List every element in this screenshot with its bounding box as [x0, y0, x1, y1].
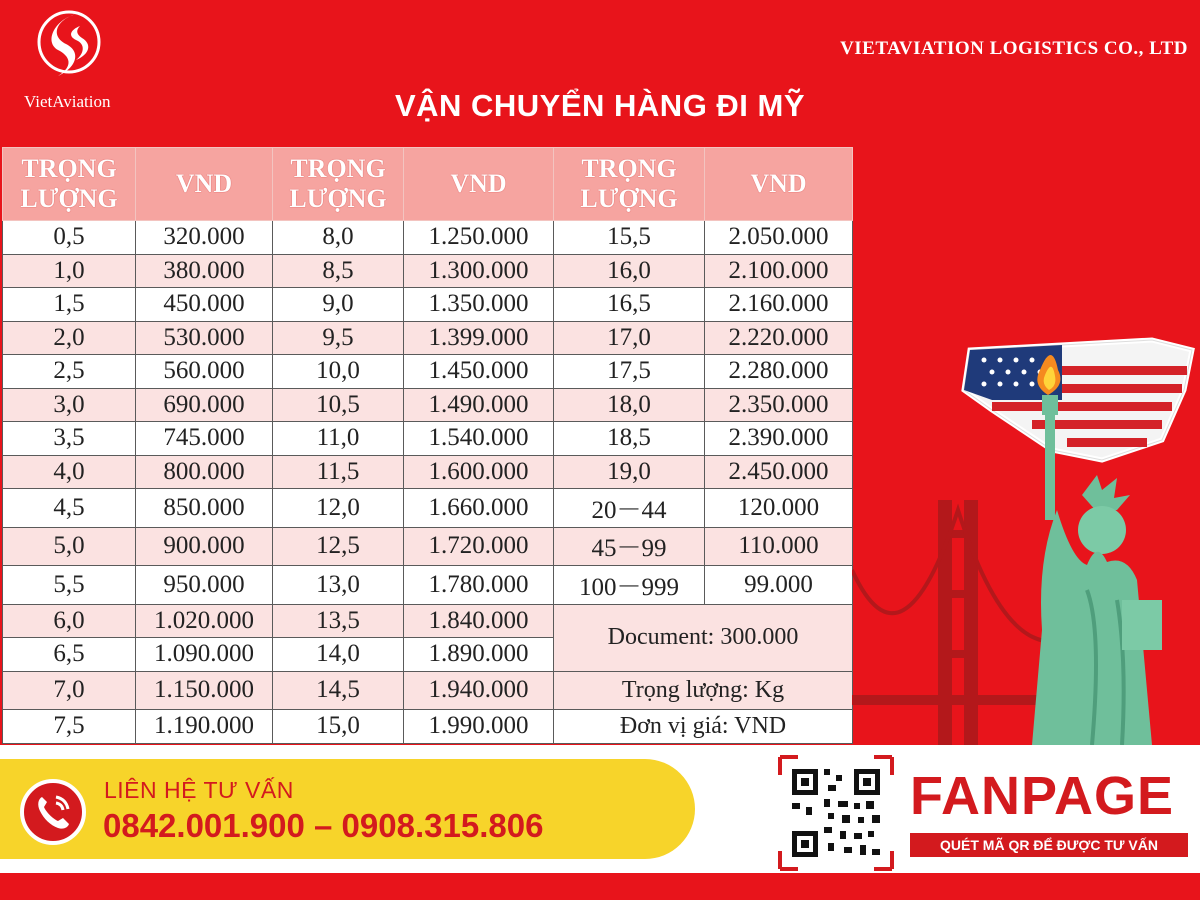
- table-cell: 18,5: [554, 422, 705, 456]
- table-cell: 6,5: [3, 638, 136, 672]
- table-cell: 850.000: [136, 489, 273, 528]
- table-cell: 12,5: [273, 527, 404, 566]
- table-cell: 2,5: [3, 355, 136, 389]
- table-cell: 12,0: [273, 489, 404, 528]
- company-name: VIETAVIATION LOGISTICS CO., LTD: [840, 38, 1188, 59]
- bottom-bar: [0, 873, 1200, 900]
- table-cell: 1.990.000: [404, 710, 554, 744]
- table-cell: 10,5: [273, 388, 404, 422]
- table-cell: 3,0: [3, 388, 136, 422]
- table-cell: 0,5: [3, 221, 136, 255]
- table-row: [3, 489, 853, 528]
- header-weight-3: TRỌNG LƯỢNG: [554, 148, 705, 221]
- table-cell: 16,5: [554, 288, 705, 322]
- table-cell: 1.350.000: [404, 288, 554, 322]
- table-cell: 8,5: [273, 254, 404, 288]
- table-row: [3, 604, 853, 638]
- table-cell: 10,0: [273, 355, 404, 389]
- table-cell: 530.000: [136, 321, 273, 355]
- table-cell: 11,5: [273, 455, 404, 489]
- table-row: [3, 671, 853, 710]
- table-cell: 20－44: [554, 489, 705, 528]
- price-unit-note: Đơn vị giá: VND: [554, 710, 853, 744]
- table-row: [3, 388, 853, 422]
- table-cell: 7,0: [3, 671, 136, 710]
- qr-hint-label: QUÉT MÃ QR ĐỂ ĐƯỢC TƯ VẤN: [910, 833, 1188, 857]
- table-cell: 99.000: [705, 566, 853, 605]
- usa-flag-map-icon: [964, 340, 1192, 460]
- table-cell: 16,0: [554, 254, 705, 288]
- table-cell: 2.050.000: [705, 221, 853, 255]
- weight-unit-note: Trọng lượng: Kg: [554, 671, 853, 710]
- usa-illustration: [852, 300, 1200, 745]
- table-cell: 380.000: [136, 254, 273, 288]
- table-cell: 110.000: [705, 527, 853, 566]
- table-row: [3, 422, 853, 456]
- header-weight-2: TRỌNG LƯỢNG: [273, 148, 404, 221]
- table-cell: 2.450.000: [705, 455, 853, 489]
- table-cell: 1.780.000: [404, 566, 554, 605]
- table-cell: 1.090.000: [136, 638, 273, 672]
- table-row: [3, 321, 853, 355]
- table-row: [3, 221, 853, 255]
- header-weight-1: TRỌNG LƯỢNG: [3, 148, 136, 221]
- table-cell: 800.000: [136, 455, 273, 489]
- table-cell: 17,0: [554, 321, 705, 355]
- fanpage-title: FANPAGE: [910, 766, 1175, 826]
- table-cell: 100－999: [554, 566, 705, 605]
- table-cell: 900.000: [136, 527, 273, 566]
- table-cell: 1.020.000: [136, 604, 273, 638]
- footer: [0, 745, 1200, 873]
- table-cell: 4,5: [3, 489, 136, 528]
- vietaviation-logo-icon: [36, 6, 102, 86]
- price-table: [2, 147, 853, 744]
- table-cell: 6,0: [3, 604, 136, 638]
- table-cell: 2.350.000: [705, 388, 853, 422]
- table-cell: 1.720.000: [404, 527, 554, 566]
- table-cell: 1,5: [3, 288, 136, 322]
- table-cell: 1.890.000: [404, 638, 554, 672]
- table-cell: 5,5: [3, 566, 136, 605]
- table-cell: 2,0: [3, 321, 136, 355]
- table-row: [3, 710, 853, 744]
- table-header-row: [3, 148, 853, 221]
- table-row: [3, 455, 853, 489]
- table-cell: 14,0: [273, 638, 404, 672]
- table-cell: 11,0: [273, 422, 404, 456]
- phone-icon: [20, 779, 86, 845]
- table-cell: 13,0: [273, 566, 404, 605]
- table-row: [3, 566, 853, 605]
- table-cell: 2.220.000: [705, 321, 853, 355]
- table-cell: 19,0: [554, 455, 705, 489]
- table-cell: 560.000: [136, 355, 273, 389]
- contact-banner: [0, 759, 695, 859]
- table-cell: 1.940.000: [404, 671, 554, 710]
- document-price-note: Document: 300.000: [554, 604, 853, 671]
- header-vnd-2: VND: [404, 148, 554, 221]
- table-cell: 17,5: [554, 355, 705, 389]
- table-cell: 1.840.000: [404, 604, 554, 638]
- table-cell: 745.000: [136, 422, 273, 456]
- table-cell: 13,5: [273, 604, 404, 638]
- table-cell: 120.000: [705, 489, 853, 528]
- table-cell: 14,5: [273, 671, 404, 710]
- table-cell: 320.000: [136, 221, 273, 255]
- table-cell: 1.399.000: [404, 321, 554, 355]
- logo-text: VietAviation: [24, 92, 111, 111]
- table-row: [3, 527, 853, 566]
- contact-label: LIÊN HỆ TƯ VẤN: [104, 777, 294, 803]
- table-cell: 2.160.000: [705, 288, 853, 322]
- table-cell: 450.000: [136, 288, 273, 322]
- table-cell: 1.600.000: [404, 455, 554, 489]
- table-cell: 15,5: [554, 221, 705, 255]
- table-cell: 1.450.000: [404, 355, 554, 389]
- table-cell: 7,5: [3, 710, 136, 744]
- contact-phones[interactable]: 0842.001.900 – 0908.315.806: [103, 807, 544, 844]
- table-row: [3, 254, 853, 288]
- table-cell: 5,0: [3, 527, 136, 566]
- table-cell: 3,5: [3, 422, 136, 456]
- table-cell: 2.280.000: [705, 355, 853, 389]
- table-cell: 9,5: [273, 321, 404, 355]
- table-cell: 9,0: [273, 288, 404, 322]
- table-cell: 8,0: [273, 221, 404, 255]
- table-cell: 2.390.000: [705, 422, 853, 456]
- table-cell: 1.540.000: [404, 422, 554, 456]
- table-cell: 950.000: [136, 566, 273, 605]
- qr-code-icon[interactable]: [778, 755, 894, 871]
- table-cell: 1.660.000: [404, 489, 554, 528]
- table-cell: 18,0: [554, 388, 705, 422]
- header-vnd-3: VND: [705, 148, 853, 221]
- table-row: [3, 355, 853, 389]
- table-cell: 690.000: [136, 388, 273, 422]
- table-cell: 4,0: [3, 455, 136, 489]
- table-row: [3, 288, 853, 322]
- header-vnd-1: VND: [136, 148, 273, 221]
- table-cell: 1,0: [3, 254, 136, 288]
- page-title: VẬN CHUYỂN HÀNG ĐI MỸ: [394, 88, 806, 123]
- table-cell: 1.490.000: [404, 388, 554, 422]
- table-cell: 45－99: [554, 527, 705, 566]
- table-cell: 1.150.000: [136, 671, 273, 710]
- table-cell: 2.100.000: [705, 254, 853, 288]
- table-cell: 1.190.000: [136, 710, 273, 744]
- table-cell: 1.300.000: [404, 254, 554, 288]
- table-cell: 15,0: [273, 710, 404, 744]
- table-cell: 1.250.000: [404, 221, 554, 255]
